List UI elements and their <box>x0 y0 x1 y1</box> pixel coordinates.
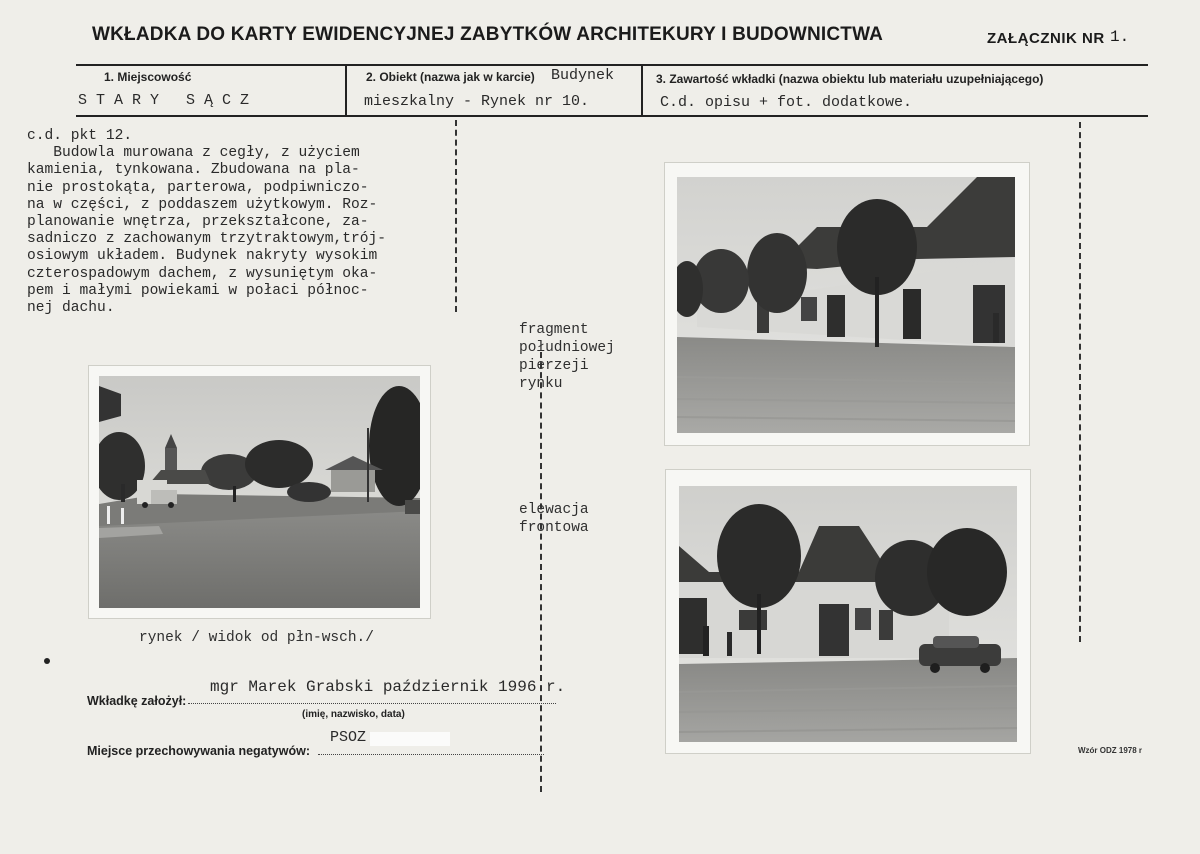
dashed-guide-left <box>455 120 457 312</box>
front-elevation-image <box>679 486 1017 742</box>
photo-front-elevation <box>666 470 1030 753</box>
punch-mark <box>44 658 50 664</box>
storage-value: PSOZ <box>330 729 367 746</box>
field-2-label: 2. Obiekt (nazwa jak w karcie) <box>366 70 535 84</box>
field-3-value: C.d. opisu + fot. dodatkowe. <box>660 94 913 111</box>
field-3-label: 3. Zawartość wkładki (nazwa obiektu lub materiału uzupełniającego) <box>656 72 1044 86</box>
table-divider-2 <box>641 64 643 116</box>
field-2-value-line1: Budynek <box>551 67 615 84</box>
annex-number: 1. <box>1110 28 1130 46</box>
annex-label: ZAŁĄCZNIK NR <box>987 30 1105 47</box>
field-1-label: 1. Miejscowość <box>104 70 192 84</box>
dashed-guide-center <box>540 352 542 792</box>
photo-market-view <box>89 366 430 618</box>
caption-front-elevation: elewacja frontowa <box>519 502 589 536</box>
caption-market-view: rynek / widok od płn-wsch./ <box>139 630 374 646</box>
author-dotted-line <box>188 703 556 704</box>
table-top-rule <box>76 64 1148 66</box>
form-stamp: Wzór ODZ 1978 r <box>1077 746 1142 755</box>
field-2-value-line2: mieszkalny - Rynek nr 10. <box>364 93 590 110</box>
dashed-guide-right <box>1079 122 1081 642</box>
south-frontage-image <box>677 177 1015 433</box>
storage-label: Miejsce przechowywania negatywów: <box>87 744 310 758</box>
document-title: WKŁADKA DO KARTY EWIDENCYJNEJ ZABYTKÓW ARCHITEKURY I BUDOWNICTWA <box>92 24 884 45</box>
market-view-image <box>99 376 420 608</box>
description-text: c.d. pkt 12. Budowla murowana z cegły, z użyciem kamienia, tynkowana. Zbudowana na pla- nie prostokąta, parterowa, podpiwniczo- na w części, z poddaszem użytkowym. Roz- planowanie wnętrza, przekształcone, za- sadniczo z zachowanym trzytraktowym,trój- osiowym układem. Budynek nakryty wysokim czterospadowym dachem, z wysuniętym oka- pem i małymi powiekami w połaci północ- nej dachu. <box>27 128 387 317</box>
table-divider-1 <box>345 64 347 116</box>
author-hint: (imię, nazwisko, data) <box>302 709 405 720</box>
storage-dotted-line <box>318 754 544 755</box>
photo-south-frontage <box>665 163 1029 445</box>
caption-south-frontage: fragment południowej pierzeji rynku <box>519 322 615 392</box>
author-value: mgr Marek Grabski październik 1996 r. <box>210 678 566 696</box>
author-label: Wkładkę założył: <box>87 694 187 708</box>
field-1-value: S T A R Y S Ą C Z <box>78 92 250 109</box>
redaction-patch <box>370 732 450 746</box>
table-bottom-rule <box>76 115 1148 117</box>
